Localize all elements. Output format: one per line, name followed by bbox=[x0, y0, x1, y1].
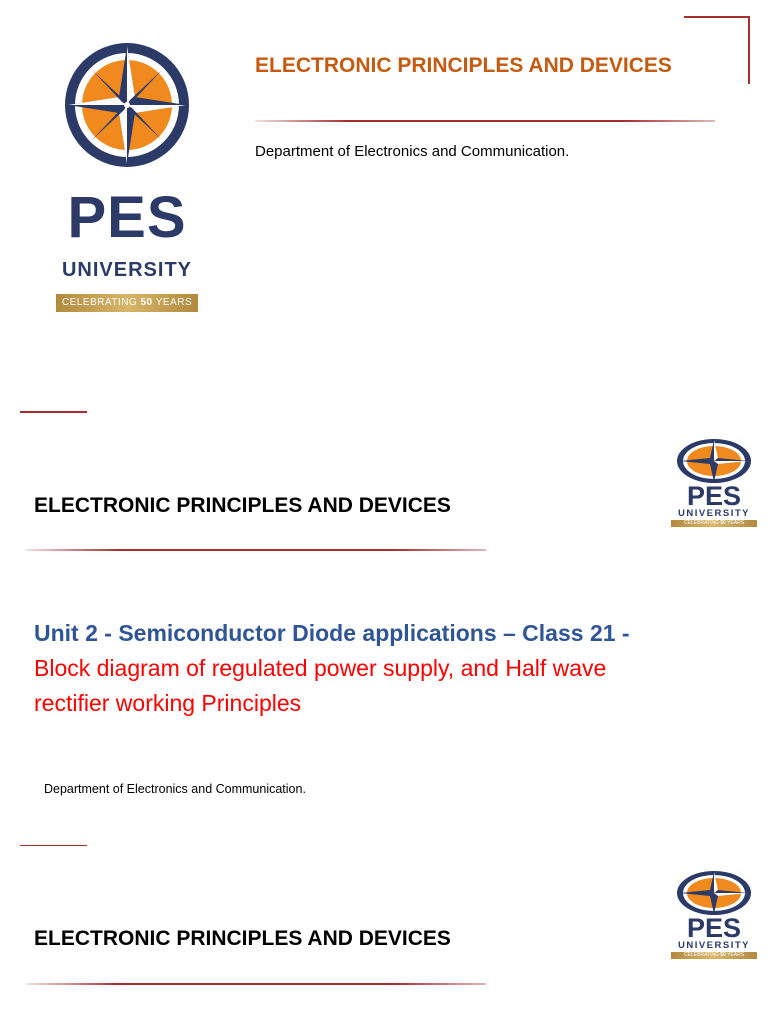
logo-wordmark: PES bbox=[67, 185, 187, 250]
logo-tagline-number: 50 bbox=[140, 297, 153, 308]
compass-emblem-icon bbox=[676, 870, 752, 916]
slide2-divider bbox=[26, 549, 486, 551]
logo-tagline-suffix: YEARS bbox=[725, 952, 745, 958]
logo-tagline-bar bbox=[56, 294, 198, 312]
corner-bracket bbox=[684, 16, 750, 84]
pes-logo-large bbox=[52, 40, 202, 315]
logo-tagline-prefix: CELEBRATING bbox=[683, 952, 721, 958]
logo-wordmark: PES bbox=[686, 913, 742, 943]
logo-tagline-number: 50 bbox=[720, 952, 726, 958]
slide1-divider bbox=[255, 120, 715, 122]
slide3-divider bbox=[26, 983, 486, 985]
slide2-unit-line: Unit 2 - Semiconductor Diode applications – Class 21 - bbox=[34, 620, 630, 646]
logo-tagline-number: 50 bbox=[720, 520, 726, 526]
slide2-accent-tick bbox=[20, 411, 87, 413]
logo-subtitle: UNIVERSITY bbox=[677, 508, 750, 519]
logo-tagline-prefix: CELEBRATING bbox=[683, 520, 721, 526]
logo-subtitle: UNIVERSITY bbox=[677, 940, 750, 951]
slide3-accent-tick bbox=[20, 845, 87, 846]
logo-tagline-bar bbox=[671, 520, 757, 527]
logo-tagline-bar bbox=[671, 952, 757, 959]
pes-logo-small bbox=[668, 438, 760, 530]
logo-tagline-suffix: YEARS bbox=[725, 520, 745, 526]
logo-tagline-suffix: YEARS bbox=[152, 297, 193, 308]
pes-logo-small bbox=[668, 870, 760, 962]
slide2-title: ELECTRONIC PRINCIPLES AND DEVICES bbox=[34, 494, 451, 517]
slide3-title: ELECTRONIC PRINCIPLES AND DEVICES bbox=[34, 927, 451, 950]
slide2-topic-line-2: rectifier working Principles bbox=[34, 690, 302, 716]
compass-emblem-icon bbox=[62, 40, 192, 170]
slide2-department: Department of Electronics and Communication. bbox=[44, 782, 306, 796]
slide2-topic-line-1: Block diagram of regulated power supply, and Half wave bbox=[34, 655, 607, 681]
logo-tagline-prefix: CELEBRATING bbox=[61, 297, 141, 308]
logo-subtitle: UNIVERSITY bbox=[61, 259, 193, 281]
compass-emblem-icon bbox=[676, 438, 752, 484]
slide1-title: ELECTRONIC PRINCIPLES AND DEVICES bbox=[255, 54, 672, 77]
logo-wordmark: PES bbox=[686, 481, 742, 511]
slide1-department: Department of Electronics and Communication. bbox=[255, 143, 570, 160]
